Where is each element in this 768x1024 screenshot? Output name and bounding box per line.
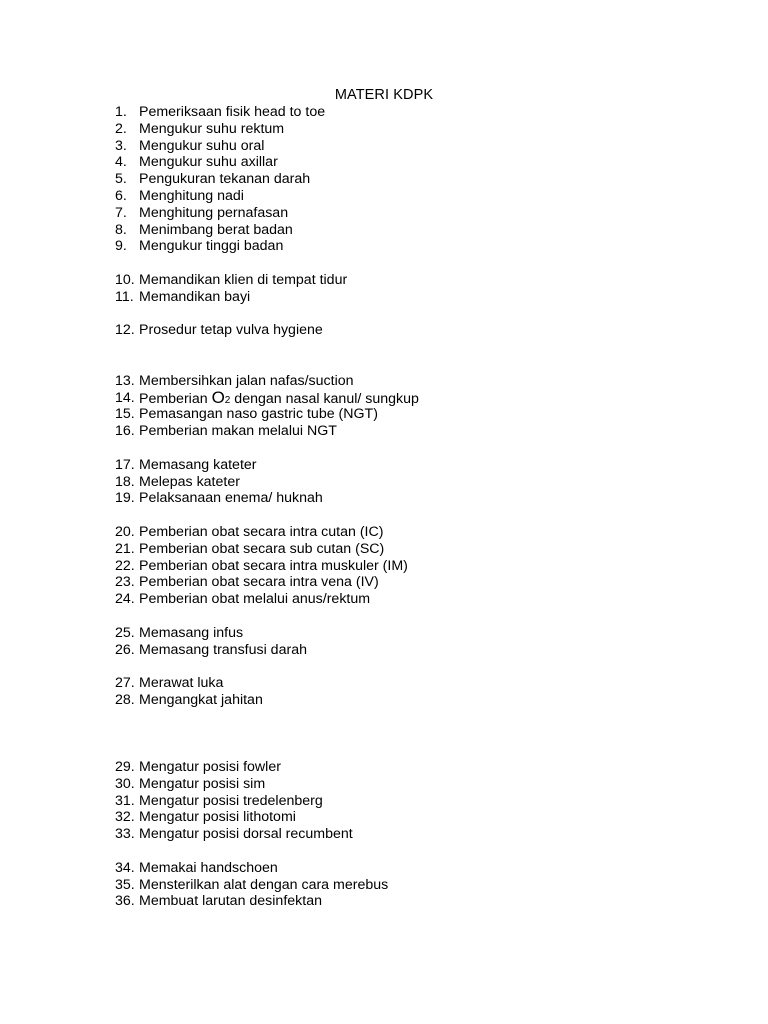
- item-text: Memasang kateter: [139, 456, 257, 473]
- item-text: Pemberian obat secara intra cutan (IC): [139, 523, 384, 540]
- item-number: 24.: [115, 591, 135, 608]
- item-text: Pemeriksaan fisik head to toe: [139, 104, 326, 120]
- list-item: [115, 154, 715, 171]
- list-item: [115, 826, 715, 843]
- item-number: 36.: [115, 893, 135, 910]
- item-number: 6.: [115, 187, 127, 204]
- item-number: 34.: [115, 859, 135, 876]
- list-item: [115, 171, 715, 188]
- item-text: Mengukur suhu oral: [139, 137, 265, 154]
- list-item: [115, 238, 715, 255]
- spacer: [115, 658, 715, 675]
- item-number: 12.: [115, 322, 135, 339]
- item-text: Mensterilkan alat dengan cara merebus: [139, 876, 389, 893]
- item-number: 21.: [115, 540, 135, 557]
- item-number: 16.: [115, 423, 135, 440]
- list-item: [115, 809, 715, 826]
- list-item: [115, 524, 715, 541]
- list-item: [115, 893, 715, 910]
- item-text: Menghitung nadi: [139, 187, 244, 204]
- item-number: 28.: [115, 691, 135, 708]
- list-item: [115, 322, 715, 339]
- item-text: Pemberian makan melalui NGT: [139, 423, 337, 440]
- item-text: Melepas kateter: [139, 473, 240, 490]
- item-number: 18.: [115, 473, 135, 490]
- list-item: [115, 373, 715, 390]
- document-title: MATERI KDPK: [334, 87, 434, 103]
- item-text: Memandikan bayi: [139, 288, 251, 305]
- item-number: 11.: [115, 288, 134, 305]
- item-text-before: Pemberian: [139, 390, 212, 407]
- item-number: 17.: [115, 456, 135, 473]
- item-text: Mengukur suhu rektum: [139, 120, 285, 137]
- item-number: 27.: [115, 675, 135, 692]
- item-text: Memandikan klien di tempat tidur: [139, 271, 348, 288]
- list-item: [115, 423, 715, 440]
- list-item: [115, 406, 715, 423]
- list-item: [115, 138, 715, 155]
- item-text: Pemberian obat secara sub cutan (SC): [139, 540, 385, 557]
- list-item: [115, 776, 715, 793]
- spacer: [115, 608, 715, 625]
- item-text: Memasang infus: [139, 624, 244, 641]
- item-text-after: dengan nasal kanul/ sungkup: [230, 390, 419, 407]
- item-text: Pengukuran tekanan darah: [139, 171, 311, 188]
- item-text: [139, 387, 419, 407]
- list-item: [115, 642, 715, 659]
- item-text: Membuat larutan desinfektan: [139, 893, 322, 910]
- item-text: Pemberian obat secara intra muskuler (IM): [139, 557, 408, 574]
- list-item: [115, 474, 715, 491]
- list-item: [115, 272, 715, 289]
- item-text: Mengukur suhu axillar: [139, 154, 278, 171]
- item-text: Mengatur posisi fowler: [139, 759, 281, 776]
- oxygen-subscript: 2: [224, 394, 231, 406]
- item-number: 20.: [115, 523, 135, 540]
- item-number: 9.: [115, 238, 127, 255]
- item-number: 23.: [115, 574, 135, 591]
- item-text: Mengukur tinggi badan: [139, 238, 284, 255]
- list-item: [115, 793, 715, 810]
- spacer: [115, 306, 715, 323]
- item-number: 22.: [115, 557, 135, 574]
- item-number: 2.: [115, 120, 127, 137]
- item-number: 31.: [115, 792, 135, 809]
- item-text: Mengatur posisi dorsal recumbent: [139, 826, 353, 843]
- item-text: Membersihkan jalan nafas/suction: [139, 372, 354, 389]
- list-item: [115, 205, 715, 222]
- item-number: 14.: [115, 389, 135, 406]
- oxygen-symbol: O: [211, 387, 225, 407]
- list-item: [115, 457, 715, 474]
- item-text: Menghitung pernafasan: [139, 204, 289, 221]
- item-text: Pelaksanaan enema/ huknah: [139, 490, 323, 507]
- list-item: [115, 222, 715, 239]
- item-text: Menimbang berat badan: [139, 221, 293, 238]
- list-item: [115, 591, 715, 608]
- list-item: [115, 490, 715, 507]
- item-text: Mengatur posisi tredelenberg: [139, 792, 323, 809]
- item-number: 30.: [115, 775, 135, 792]
- spacer: [115, 709, 715, 759]
- item-number: 25.: [115, 624, 135, 641]
- item-number: 35.: [115, 876, 135, 893]
- item-number: 32.: [115, 809, 135, 826]
- item-number: 29.: [115, 759, 135, 776]
- item-text: Pemasangan naso gastric tube (NGT): [139, 406, 378, 423]
- spacer: [115, 339, 715, 373]
- item-number: 7.: [115, 204, 127, 221]
- list-item: [115, 188, 715, 205]
- spacer: [115, 507, 715, 524]
- spacer: [115, 255, 715, 272]
- item-text: Pemberian obat melalui anus/rektum: [139, 591, 371, 608]
- list-item: [115, 541, 715, 558]
- item-number: 19.: [115, 490, 135, 507]
- list-item: [115, 104, 715, 121]
- list-item: [115, 759, 715, 776]
- list-item: [115, 692, 715, 709]
- item-number: 8.: [115, 221, 127, 238]
- item-text: Mengatur posisi lithotomi: [139, 809, 296, 826]
- item-text: Pemberian obat secara intra vena (IV): [139, 574, 379, 591]
- item-number: 13.: [115, 372, 135, 389]
- list-item: [115, 625, 715, 642]
- list-item: [115, 877, 715, 894]
- item-text: Memasang transfusi darah: [139, 641, 307, 658]
- list-item: [115, 675, 715, 692]
- procedure-list: [115, 104, 715, 910]
- list-item: [115, 574, 715, 591]
- spacer: [115, 843, 715, 860]
- item-text: Mengangkat jahitan: [139, 691, 263, 708]
- list-item: [115, 289, 715, 306]
- item-number: 33.: [115, 826, 135, 843]
- spacer: [115, 440, 715, 457]
- list-item: [115, 558, 715, 575]
- item-text: Mengatur posisi sim: [139, 775, 266, 792]
- item-number: 5.: [115, 171, 127, 188]
- item-number: 1.: [115, 104, 127, 120]
- item-number: 26.: [115, 641, 135, 658]
- item-number: 3.: [115, 137, 127, 154]
- item-number: 10.: [115, 271, 135, 288]
- item-number: 15.: [115, 406, 135, 423]
- list-item: [115, 387, 715, 407]
- item-text: Prosedur tetap vulva hygiene: [139, 322, 323, 339]
- list-item: [115, 860, 715, 877]
- list-item: [115, 121, 715, 138]
- item-text: Memakai handschoen: [139, 859, 278, 876]
- item-text: Merawat luka: [139, 675, 224, 692]
- item-number: 4.: [115, 154, 127, 171]
